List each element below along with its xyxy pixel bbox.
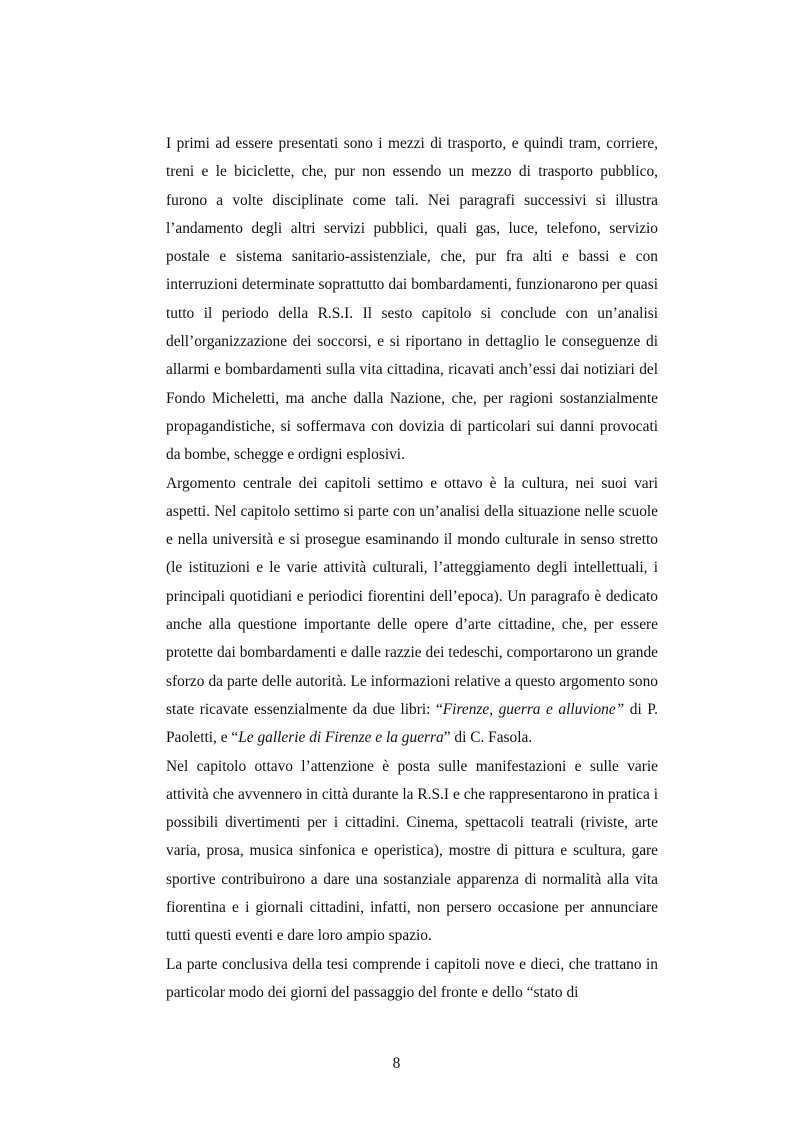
paragraph-1-text: I primi ad essere presentati sono i mezzi di trasporto, e quindi tram, corriere, treni e le biciclette, che, pur non essendo un mezzo di trasporto pubblico, furono a volte disciplinate come tali. Nei paragrafi successivi si illustra l’andamento degli altri servizi pubblici, quali gas, luce, telefono, servizio postale e sistema sanitario-assistenziale, che, pur fra alti e bassi e con interruzioni determinate soprattutto dai bombardamenti, funzionarono per quasi tutto il periodo della R.S.I. Il sesto capitolo si conclude con un’analisi dell’organizzazione dei soccorsi, e si riportano in dettaglio le conseguenze di allarmi e bombardamenti sulla vita cittadina, ricavati anch’essi dai notiziari del Fondo Micheletti, ma anche dalla Nazione, che, per ragioni sostanzialmente propagandistiche, si soffermava con dovizia di particolari sui danni provocati da bombe, schegge e ordigni esplosivi.: [166, 135, 658, 464]
body-text: [166, 130, 658, 1007]
paragraph-2-text-b: di P. Paoletti, e “: [166, 700, 658, 747]
paragraph-2: [166, 470, 658, 753]
paragraph-4: [166, 951, 658, 1008]
paragraph-2-text-c: ” di C. Fasola.: [443, 729, 533, 747]
page-number: 8: [392, 1055, 401, 1072]
paragraph-1: [166, 130, 658, 470]
book-title-gallerie-di-firenze: Le gallerie di Firenze e la guerra: [238, 729, 444, 747]
paragraph-4-text: La parte conclusiva della tesi comprende i capitoli nove e dieci, che trattano in particolar modo dei giorni del passaggio del fronte e dello “stato di: [166, 955, 658, 1001]
paragraph-3: [166, 753, 658, 951]
paragraph-3-text: Nel capitolo ottavo l’attenzione è posta sulle manifestazioni e sulle varie attività che avvennero in città durante la R.S.I e che rappresentarono in pratica i possibili divertimenti per i cittadini. Cinema, spettacoli teatrali (riviste, arte varia, prosa, musica sinfonica e operistica), mostre di pittura e scultura, gare sportive contribuirono a dare una sostanziale apparenza di normalità alla vita fiorentina e i giornali cittadini, infatti, non persero occasione per annunciare tutti questi eventi e dare loro ampio spazio.: [166, 757, 658, 945]
paragraph-2-text-a: Argomento centrale dei capitoli settimo e ottavo è la cultura, nei suoi vari aspetti. Nel capitolo settimo si parte con un’analisi della situazione nelle scuole e nella università e si prosegue esaminando il mondo culturale in senso stretto (le istituzioni e le varie attività culturali, l’atteggiamento degli intellettuali, i principali quotidiani e periodici fiorentini dell’epoca). Un paragrafo è dedicato anche alla questione importante delle opere d’arte cittadine, che, per essere protette dai bombardamenti e dalle razzie dei tedeschi, comportarono un grande sforzo da parte delle autorità. Le informazioni relative a questo argomento sono state ricavate essenzialmente da due libri: “: [166, 474, 658, 718]
book-title-firenze-guerra-alluvione: Firenze, guerra e alluvione”: [442, 700, 625, 718]
